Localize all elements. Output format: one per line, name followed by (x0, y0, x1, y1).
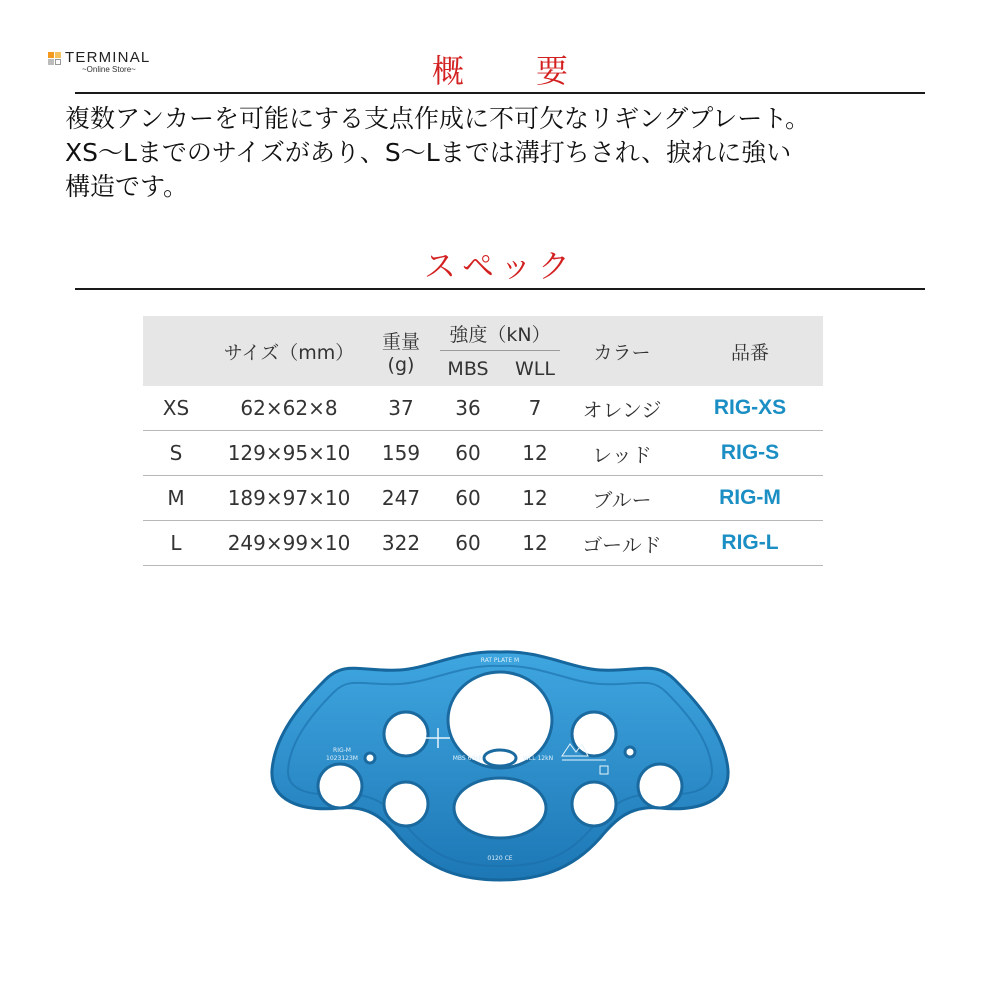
logo-subtitle: ~Online Store~ (82, 65, 136, 74)
plate-engraving: 0120 CE (487, 855, 513, 862)
cell-code: RIG-M (677, 476, 823, 521)
cell-color: レッド (567, 431, 677, 476)
plate-engraving: RAT PLATE M (480, 657, 520, 664)
cell-size: 249×99×10 (209, 521, 369, 566)
cell-mbs: 36 (433, 386, 503, 431)
plate-hole (572, 712, 616, 756)
header-color: カラー (567, 316, 677, 386)
plate-hole (318, 764, 362, 808)
spec-divider (75, 288, 925, 290)
cell-weight: 159 (369, 431, 433, 476)
plate-hole (572, 782, 616, 826)
cell-mbs: 60 (433, 431, 503, 476)
cell-code: RIG-S (677, 431, 823, 476)
rigging-plate-image (270, 640, 730, 890)
plate-hole (638, 764, 682, 808)
table-row (143, 476, 823, 521)
cell-mbs: 60 (433, 476, 503, 521)
cell-code: RIG-L (677, 521, 823, 566)
description-line: XS〜Lまでのサイズがあり、S〜Lまでは溝打ちされ、捩れに強い (65, 138, 792, 167)
cell-color: ゴールド (567, 521, 677, 566)
plate-engraving: RIG-M (333, 747, 351, 754)
cell-size: 62×62×8 (209, 386, 369, 431)
description-line: 複数アンカーを可能にする支点作成に不可欠なリギングプレート。 (65, 104, 811, 133)
table-header-row (143, 316, 823, 352)
cell-color: ブルー (567, 476, 677, 521)
header-mbs: MBS (433, 352, 503, 386)
cell-name: L (143, 521, 209, 566)
cell-name: XS (143, 386, 209, 431)
table-row (143, 386, 823, 431)
cell-mbs: 60 (433, 521, 503, 566)
cell-wll: 12 (503, 431, 567, 476)
cell-wll: 7 (503, 386, 567, 431)
plate-engraving: MBS 60kN (452, 755, 484, 762)
header-size: サイズ（mm） (209, 316, 369, 386)
overview-description (65, 102, 945, 204)
spec-table (143, 316, 823, 566)
overview-divider (75, 92, 925, 94)
plate-hole (384, 712, 428, 756)
plate-hole (454, 778, 546, 838)
cell-name: M (143, 476, 209, 521)
cell-code: RIG-XS (677, 386, 823, 431)
header-strength (433, 316, 567, 352)
header-name-blank (143, 316, 209, 386)
plate-hole (484, 750, 516, 766)
header-wll: WLL (503, 352, 567, 386)
logo-name: TERMINAL (65, 49, 151, 66)
plate-hole (384, 782, 428, 826)
overview-title: 概 要 (431, 52, 588, 90)
cell-name: S (143, 431, 209, 476)
header-weight-label: 重量 (381, 330, 420, 353)
plate-engraving: WLL 12kN (522, 755, 554, 762)
cell-size: 189×97×10 (209, 476, 369, 521)
table-row (143, 521, 823, 566)
cell-weight: 322 (369, 521, 433, 566)
plate-engraving: 1023123M (326, 755, 358, 762)
plate-hole (365, 753, 375, 763)
cell-size: 129×95×10 (209, 431, 369, 476)
cell-wll: 12 (503, 521, 567, 566)
cell-weight: 247 (369, 476, 433, 521)
spec-title: スペック (423, 247, 576, 285)
cell-weight: 37 (369, 386, 433, 431)
description-line: 構造です。 (65, 172, 189, 201)
header-strength-label: 強度（kN） (440, 320, 560, 351)
header-code: 品番 (677, 316, 823, 386)
cell-wll: 12 (503, 476, 567, 521)
plate-hole (625, 747, 635, 757)
cell-color: オレンジ (567, 386, 677, 431)
header-weight-unit: (g) (387, 353, 415, 376)
header-weight (369, 316, 433, 386)
table-row (143, 431, 823, 476)
